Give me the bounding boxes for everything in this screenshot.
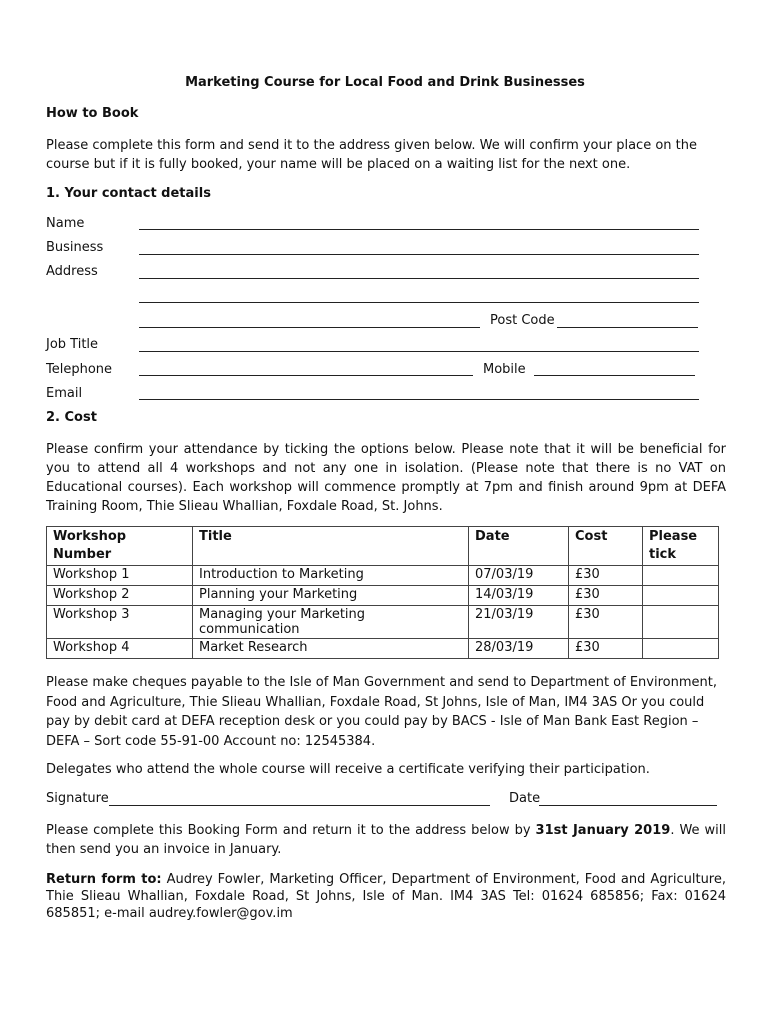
return-text-after: . We will then send you an invoice in January. xyxy=(46,823,726,857)
contact-heading: 1. Your contact details xyxy=(46,186,211,201)
telephone-field[interactable] xyxy=(139,375,473,376)
date-field[interactable] xyxy=(539,805,717,806)
table-row xyxy=(47,566,719,586)
table-row xyxy=(47,606,719,639)
email-label: Email xyxy=(46,386,83,401)
tick-cell[interactable] xyxy=(643,566,719,586)
cost-cell: £30 xyxy=(569,586,643,606)
date-cell: 28/03/19 xyxy=(469,639,569,659)
name-field[interactable] xyxy=(139,229,699,230)
cost-cell: £30 xyxy=(569,606,643,639)
postcode-field[interactable] xyxy=(557,327,698,328)
cost-cell: £30 xyxy=(569,639,643,659)
return-instructions xyxy=(46,821,726,859)
header-date: Date xyxy=(469,527,569,566)
name-label: Name xyxy=(46,216,85,231)
payment-text: Please make cheques payable to the Isle of Man Government and send to Department of Environment, Food and Agriculture, Thie Slieau Whallian, Foxdale Road, St Johns, Isle of Man, IM4 3AS Or you could pay by debit card at DEFA reception desk or you could pay by BACS - Isle of Man Bank East Region – DEFA – Sort code 55-91-00 Account no: 12545384. xyxy=(46,675,717,749)
table-row xyxy=(47,586,719,606)
return-form-text: Audrey Fowler, Marketing Officer, Department of Environment, Food and Agriculture, Thie Slieau Whallian, Foxdale Road, St Johns, Isle of Man. IM4 3AS Tel: 01624 685856; Fax: 01624 685851; e-mail audrey.fowler@gov.im xyxy=(46,872,726,921)
date-cell: 14/03/19 xyxy=(469,586,569,606)
mobile-field[interactable] xyxy=(534,375,695,376)
table-header-row xyxy=(47,527,719,566)
header-please-tick: Please tick xyxy=(643,527,719,566)
certificate-text: Delegates who attend the whole course will receive a certificate verifying their participation. xyxy=(46,762,650,777)
return-form-label: Return form to: xyxy=(46,872,162,887)
postcode-label: Post Code xyxy=(490,313,555,328)
business-field[interactable] xyxy=(139,254,699,255)
workshop-number-cell: Workshop 1 xyxy=(47,566,193,586)
return-deadline: 31st January 2019 xyxy=(535,823,671,838)
how-to-book-heading: How to Book xyxy=(46,106,139,121)
title-cell: Managing your Marketing communication xyxy=(193,606,469,639)
workshop-number-cell: Workshop 4 xyxy=(47,639,193,659)
address-field-line-2[interactable] xyxy=(139,302,699,303)
cost-text: Please confirm your attendance by ticking the options below. Please note that it will be beneficial for you to attend all 4 workshops and not any one in isolation. (Please note that there is no VAT on Educational courses). Each workshop will commence promptly at 7pm and finish around 9pm at DEFA Training Room, Thie Slieau Whallian, Foxdale Road, St. Johns. xyxy=(46,442,726,514)
job-title-label: Job Title xyxy=(46,337,99,352)
return-text-before: Please complete this Booking Form and return it to the address below by xyxy=(46,823,536,838)
address-label: Address xyxy=(46,264,98,279)
business-label: Business xyxy=(46,240,104,255)
telephone-label: Telephone xyxy=(46,362,113,377)
date-label: Date xyxy=(509,791,541,806)
date-cell: 07/03/19 xyxy=(469,566,569,586)
cost-cell: £30 xyxy=(569,566,643,586)
title-cell: Planning your Marketing xyxy=(193,586,469,606)
address-field-line-1[interactable] xyxy=(139,278,699,279)
document-title: Marketing Course for Local Food and Drink Businesses xyxy=(185,75,585,90)
cost-heading: 2. Cost xyxy=(46,410,97,425)
header-cost: Cost xyxy=(569,527,643,566)
header-title: Title xyxy=(193,527,469,566)
address-field-line-3[interactable] xyxy=(139,327,480,328)
return-form-address xyxy=(46,871,726,922)
signature-label: Signature xyxy=(46,791,109,806)
tick-cell[interactable] xyxy=(643,606,719,639)
mobile-label: Mobile xyxy=(483,362,526,377)
header-workshop-number: Workshop Number xyxy=(47,527,193,566)
workshop-number-cell: Workshop 3 xyxy=(47,606,193,639)
tick-cell[interactable] xyxy=(643,639,719,659)
how-to-book-text: Please complete this form and send it to the address given below. We will confirm your place on the course but if it is fully booked, your name will be placed on a waiting list for the next one. xyxy=(46,138,697,172)
email-field[interactable] xyxy=(139,399,699,400)
job-title-field[interactable] xyxy=(139,351,699,352)
tick-cell[interactable] xyxy=(643,586,719,606)
workshop-table xyxy=(46,526,719,659)
table-row xyxy=(47,639,719,659)
title-cell: Introduction to Marketing xyxy=(193,566,469,586)
signature-field[interactable] xyxy=(109,805,490,806)
title-cell: Market Research xyxy=(193,639,469,659)
date-cell: 21/03/19 xyxy=(469,606,569,639)
workshop-number-cell: Workshop 2 xyxy=(47,586,193,606)
